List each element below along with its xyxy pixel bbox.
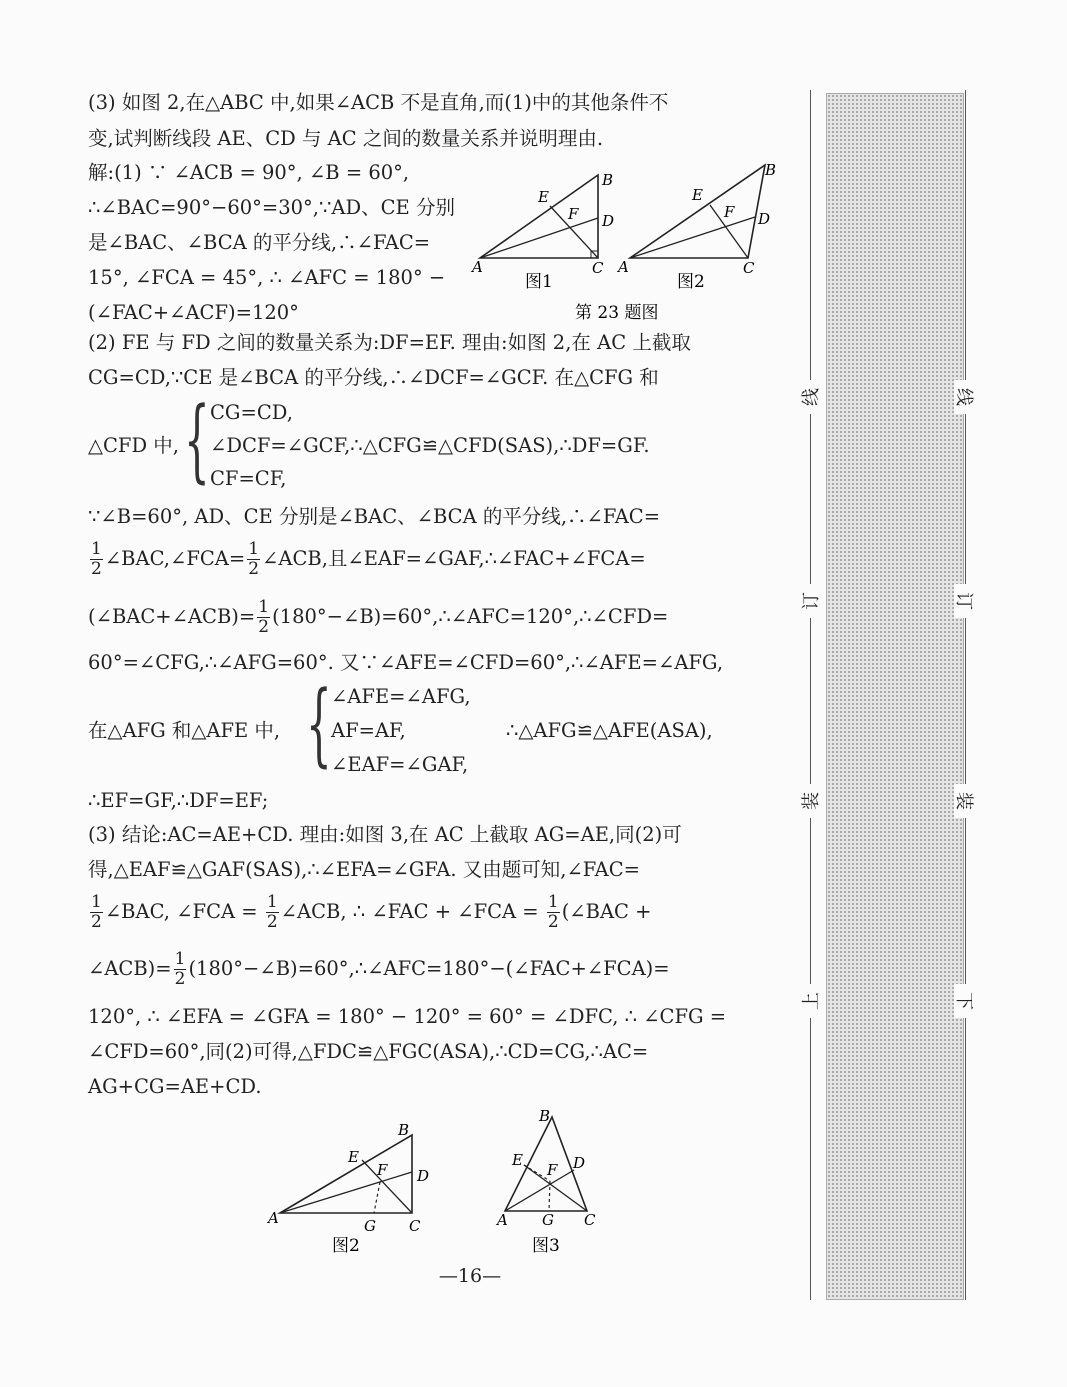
- solution-figures: [262, 1105, 612, 1265]
- system-1-row-2: ∠DCF=∠GCF,∴△CFG≌△CFD(SAS),∴DF=GF.: [210, 434, 650, 457]
- solution-p2-line-1: (2) FE 与 FD 之间的数量关系为:DF=EF. 理由:如图 2,在 AC 上截取: [88, 331, 691, 354]
- fig1-point-e: E: [538, 188, 549, 206]
- solution-p2-line-6: 60°=∠CFG,∴∠AFG=60°. 又∵∠AFE=∠CFD=60°,∴∠AFE=∠AFG,: [88, 651, 724, 674]
- solution-p3-line-1: (3) 结论:AC=AE+CD. 理由:如图 3,在 AC 上截取 AG=AE,同(2)可: [88, 823, 682, 846]
- fig3-point-f: F: [547, 1161, 558, 1179]
- fig2b-point-d: D: [417, 1167, 430, 1185]
- fig3-point-b: B: [539, 1107, 551, 1125]
- fig2b-point-g: G: [364, 1217, 376, 1235]
- binding-line-left: [810, 90, 811, 1300]
- fig2b-point-c: C: [409, 1217, 421, 1235]
- system-2-row-1: ∠AFE=∠AFG,: [331, 685, 471, 708]
- fig2t-point-b: B: [765, 161, 777, 179]
- solution-p3-line-5: 120°, ∴ ∠EFA = ∠GFA = 180° − 120° = 60° = ∠DFC, ∴ ∠CFG =: [88, 1005, 727, 1028]
- solution-p3-line-3: $\frac{1}{2}$ ∠BAC, ∠FCA = $\frac{1}{2}$ ∠ACB, ∴ ∠FAC + ∠FCA = $\frac{1}{2}$ (∠BAC +: [91, 892, 652, 932]
- equation-system-2: [88, 672, 778, 782]
- system-2-prefix: 在△AFG 和△AFE 中,: [88, 719, 281, 742]
- half-fraction: $\frac{1}{2}$: [91, 892, 102, 932]
- figure-caption: 第 23 题图: [575, 303, 659, 323]
- fig1-point-c: C: [592, 259, 604, 277]
- fig2t-point-a: A: [618, 258, 629, 276]
- fig3-point-g: G: [542, 1211, 554, 1229]
- fig3-point-d: D: [573, 1154, 586, 1172]
- binding-word-left-2: 订: [799, 584, 821, 618]
- fig3-point-c: C: [584, 1211, 596, 1229]
- binding-line-right: [965, 90, 966, 1300]
- fig2b-point-f: F: [377, 1161, 388, 1179]
- system-2-row-2: AF=AF,: [331, 719, 406, 742]
- figure-2-bottom: [266, 1121, 429, 1256]
- system-2-conclusion: ∴△AFG≌△AFE(ASA),: [506, 719, 713, 742]
- solution-p3-line-6: ∠CFD=60°,同(2)可得,△FDC≌△FGC(ASA),∴CD=CG,∴AC=: [88, 1040, 649, 1063]
- half-fraction: $\frac{1}{2}$: [248, 539, 260, 579]
- solution-p1-line-4: 15°, ∠FCA = 45°, ∴ ∠AFC = 180° −: [88, 266, 446, 289]
- half-fraction: $\frac{1}{2}$: [266, 892, 278, 932]
- page-number: —16—: [438, 1265, 502, 1287]
- fig1-point-a: A: [472, 258, 483, 276]
- fig3-label: 图3: [532, 1236, 560, 1256]
- fig2-top-label: 图2: [677, 272, 705, 292]
- solution-p3-line-7: AG+CG=AE+CD.: [88, 1075, 262, 1098]
- figure-3: [495, 1107, 596, 1256]
- half-fraction: $\frac{1}{2}$: [547, 892, 559, 932]
- solution-p1-line-2: ∴∠BAC=90°−60°=30°,∵AD、CE 分别: [88, 196, 455, 219]
- half-fraction: $\frac{1}{2}$: [91, 539, 102, 579]
- system-1-prefix: △CFD 中,: [88, 434, 179, 457]
- system-1-row-1: CG=CD,: [210, 401, 293, 424]
- binding-word-right-2: 订: [954, 584, 976, 618]
- binding-word-right-3: 装: [954, 784, 976, 818]
- fig2t-point-d: D: [758, 210, 771, 228]
- solution-p2-line-3: ∵∠B=60°, AD、CE 分别是∠BAC、∠BCA 的平分线,∴∠FAC=: [88, 505, 661, 528]
- figure-2-top: [616, 161, 776, 292]
- fig3-point-a: A: [497, 1211, 508, 1229]
- fig2b-point-b: B: [398, 1121, 410, 1139]
- half-fraction: $\frac{1}{2}$: [174, 949, 186, 989]
- binding-word-left-3: 装: [799, 784, 821, 818]
- solution-p3-line-4: ∠ACB)= $\frac{1}{2}$ (180°−∠B)=60°,∴∠AFC=180°−(∠FAC+∠FCA)=: [88, 949, 670, 989]
- fig1-point-f: F: [568, 205, 579, 223]
- equation-system-1: [88, 388, 778, 498]
- fig2b-point-e: E: [348, 1148, 359, 1166]
- system-2-brace: {: [306, 672, 332, 777]
- fig3-point-e: E: [512, 1151, 523, 1169]
- figure-23-diagrams: [470, 155, 790, 330]
- fig1-label: 图1: [525, 272, 553, 292]
- solution-p2-line-2: CG=CD,∵CE 是∠BCA 的平分线,∴∠DCF=∠GCF. 在△CFG 和: [88, 366, 659, 389]
- binding-hatch-strip: [826, 93, 964, 1300]
- solution-p3-line-2: 得,△EAF≌△GAF(SAS),∴∠EFA=∠GFA. 又由题可知,∠FAC=: [88, 858, 640, 881]
- solution-p2-line-7: ∴EF=GF,∴DF=EF;: [88, 789, 269, 812]
- system-1-row-3: CF=CF,: [210, 467, 287, 490]
- system-1-brace: {: [184, 388, 210, 493]
- figure-1: [470, 171, 614, 292]
- fig2-bottom-label: 图2: [332, 1236, 360, 1256]
- solution-p2-line-5: (∠BAC+∠ACB)= $\frac{1}{2}$ (180°−∠B)=60°,∴∠AFC=120°,∴∠CFD=: [88, 597, 669, 637]
- question-line-1: (3) 如图 2,在△ABC 中,如果∠ACB 不是直角,而(1)中的其他条件不: [88, 91, 669, 114]
- solution-p2-line-4: $\frac{1}{2}$ ∠BAC,∠FCA= $\frac{1}{2}$ ∠ACB,且∠EAF=∠GAF,∴∠FAC+∠FCA=: [91, 539, 646, 579]
- binding-word-left-1: 线: [799, 380, 821, 414]
- binding-word-right-4: 下: [954, 984, 976, 1018]
- system-2-row-3: ∠EAF=∠GAF,: [331, 753, 469, 776]
- solution-p1-line-3: 是∠BAC、∠BCA 的平分线,∴∠FAC=: [88, 231, 431, 254]
- fig2b-point-a: A: [268, 1209, 279, 1227]
- fig2t-point-e: E: [692, 186, 703, 204]
- solution-p1-line-5: (∠FAC+∠ACF)=120°: [88, 301, 299, 324]
- solution-p1-line-1: 解:(1) ∵ ∠ACB = 90°, ∠B = 60°,: [88, 161, 410, 184]
- fig2t-point-f: F: [724, 203, 735, 221]
- binding-word-left-4: 上: [799, 984, 821, 1018]
- fig2t-point-c: C: [743, 259, 755, 277]
- half-fraction: $\frac{1}{2}$: [258, 597, 270, 637]
- binding-word-right-1: 线: [954, 380, 976, 414]
- fig1-point-b: B: [602, 171, 614, 189]
- fig1-point-d: D: [602, 212, 615, 230]
- question-line-2: 变,试判断线段 AE、CD 与 AC 之间的数量关系并说明理由.: [88, 127, 604, 150]
